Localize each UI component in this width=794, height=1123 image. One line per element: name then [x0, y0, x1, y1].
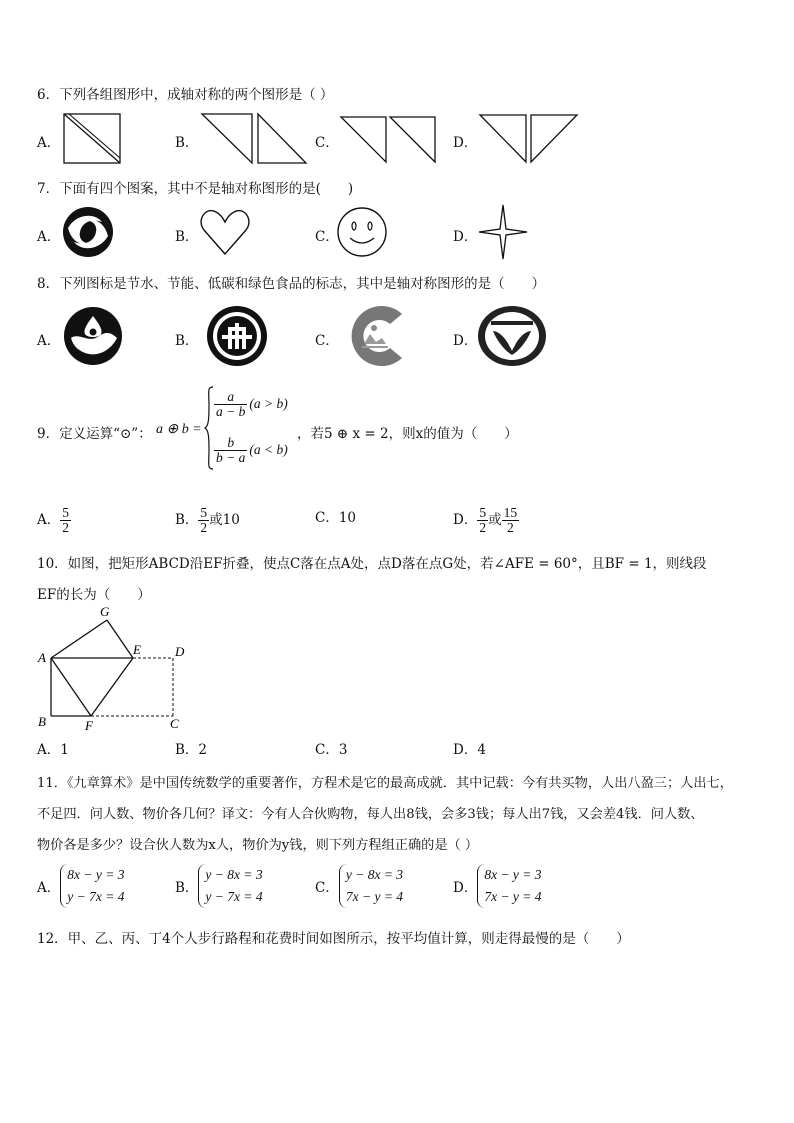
q11-option-c-eq2: 7x − y = 4 — [345, 889, 404, 904]
q9-option-d-mid: 或 — [488, 512, 502, 528]
q10-option-a: A．1 — [37, 742, 69, 758]
q9-case-2 — [214, 436, 288, 465]
q7-option-d-label: D． — [453, 229, 478, 245]
q10-option-d: D．4 — [453, 742, 486, 758]
q7-option-a-label: A． — [37, 229, 61, 245]
q9-option-a-num: 5 — [62, 505, 69, 520]
point-c-label: C — [170, 716, 179, 731]
q9-option-c: C．10 — [315, 510, 357, 526]
swirl-logo-icon — [62, 206, 114, 258]
point-a-label: A — [38, 650, 46, 665]
point-g-label: G — [100, 604, 110, 619]
q10-rectangle-fold-figure — [36, 604, 186, 733]
q11-option-d-label: D． — [453, 880, 478, 896]
q9-option-b-label: B． — [175, 512, 199, 528]
water-saving-logo-icon — [63, 306, 123, 366]
q11-option-a-eq2: y − 7x = 4 — [67, 889, 125, 904]
q10-option-c: C．3 — [315, 742, 348, 758]
q11-line-2: 不足四．问人数、物价各几何？译文：今有人合伙购物，每人出8钱，会多3钱；每人出7钱，又会差4钱．问人数、 — [37, 807, 704, 822]
q10-line-1: 10．如图，把矩形ABCD沿EF折叠，使点C落在点A处，点D落在点G处，若∠AFE = 60°，且BF = 1，则线段 — [37, 556, 707, 572]
q9-option-d-num2: 15 — [503, 505, 518, 520]
low-carbon-logo-icon — [340, 304, 406, 368]
q8-option-c-label: C． — [315, 333, 339, 349]
q6-stem: 6．下列各组图形中，成轴对称的两个图形是（ ） — [37, 87, 334, 103]
q8-stem: 8．下列图标是节水、节能、低碳和绿色食品的标志，其中是轴对称图形的是（ ） — [37, 276, 546, 292]
energy-saving-logo-icon — [206, 305, 268, 367]
q11-line-1: 11．《九章算术》是中国传统数学的重要著作，方程术是它的最高成就．其中记载：今有共买物，人出八盈三；人出七， — [37, 776, 733, 791]
q11-option-b-eq2: y − 7x = 4 — [205, 889, 263, 904]
four-point-star-icon — [478, 204, 528, 260]
q9-case1-condition: (a > b) — [249, 396, 288, 411]
q9-case-1 — [214, 390, 288, 419]
q11-option-a-label: A． — [37, 880, 61, 896]
q9-option-d-num1: 5 — [479, 505, 487, 520]
q9-brace — [204, 386, 214, 470]
q8-option-b-label: B． — [175, 333, 199, 349]
q11-option-a-eq1: 8x − y = 3 — [67, 867, 125, 882]
q9-label: 9．定义运算“⊙”： — [37, 426, 152, 442]
q11-option-c-label: C． — [315, 880, 339, 896]
q9-option-b-num: 5 — [200, 505, 208, 520]
q12-stem: 12．甲、乙、丙、丁4个人步行路程和花费时间如图所示，按平均值计算，则走得最慢的是（ ） — [37, 931, 630, 947]
q8-option-d-label: D． — [453, 333, 478, 349]
point-b-label: B — [38, 714, 46, 729]
q6-option-a-figure — [63, 113, 121, 165]
q9-case1-denominator: a − b — [216, 404, 246, 419]
q11-option-c-eq1: y − 8x = 3 — [345, 867, 404, 882]
q6-option-a-label: A． — [37, 135, 61, 151]
q9-option-d-den1: 2 — [479, 520, 487, 535]
q9-option-a-label: A． — [37, 512, 61, 528]
q8-option-a-label: A． — [37, 333, 61, 349]
q11-option-b — [175, 864, 263, 908]
q7-option-b-label: B． — [175, 229, 199, 245]
q11-option-d-eq1: 8x − y = 3 — [484, 867, 542, 882]
q9-option-a — [37, 506, 71, 535]
q6-option-b-figure — [200, 113, 310, 165]
q11-option-c — [315, 864, 403, 908]
q10-line-2: EF的长为（ ） — [37, 587, 151, 603]
q11-option-d-eq2: 7x − y = 4 — [484, 889, 542, 904]
q10-option-b: B．2 — [175, 742, 208, 758]
q9-option-b-tail: 或10 — [209, 512, 240, 528]
point-d-label: D — [175, 644, 185, 659]
q9-case2-numerator: b — [214, 436, 247, 451]
q6-option-d-label: D． — [453, 135, 478, 151]
q6-option-c-figure — [340, 116, 436, 164]
q9-option-d-label: D． — [453, 512, 478, 528]
q9-tail: ，若5 ⊕ x = 2，则x的值为（ ） — [297, 426, 518, 442]
smiley-face-icon — [336, 206, 388, 258]
q6-option-c-label: C． — [315, 135, 339, 151]
q9-case2-condition: (a < b) — [249, 442, 288, 457]
q9-option-d — [453, 506, 519, 535]
q9-option-b — [175, 506, 240, 535]
q11-option-b-label: B． — [175, 880, 199, 896]
q11-option-d — [453, 864, 542, 908]
point-f-label: F — [85, 718, 93, 733]
q7-option-c-label: C． — [315, 229, 339, 245]
heart-icon — [200, 208, 250, 256]
q9-case1-numerator: a — [214, 390, 247, 405]
q7-stem: 7．下面有四个图案，其中不是轴对称图形的是( ) — [37, 181, 354, 197]
q6-option-b-label: B． — [175, 135, 199, 151]
q9-option-d-den2: 2 — [506, 520, 514, 535]
q11-option-a — [37, 864, 124, 908]
point-e-label: E — [133, 642, 141, 657]
q9-option-b-den: 2 — [200, 520, 208, 535]
q9-case2-denominator: b − a — [216, 450, 246, 465]
q9-option-a-den: 2 — [62, 520, 69, 535]
q11-option-b-eq1: y − 8x = 3 — [205, 867, 263, 882]
q6-option-d-figure — [479, 114, 579, 164]
q9-expression: a ⊕ b = — [156, 422, 202, 437]
q11-line-3: 物价各是多少？设合伙人数为x人，物价为y钱，则下列方程组正确的是（ ） — [37, 838, 479, 853]
green-food-logo-icon — [477, 305, 547, 367]
